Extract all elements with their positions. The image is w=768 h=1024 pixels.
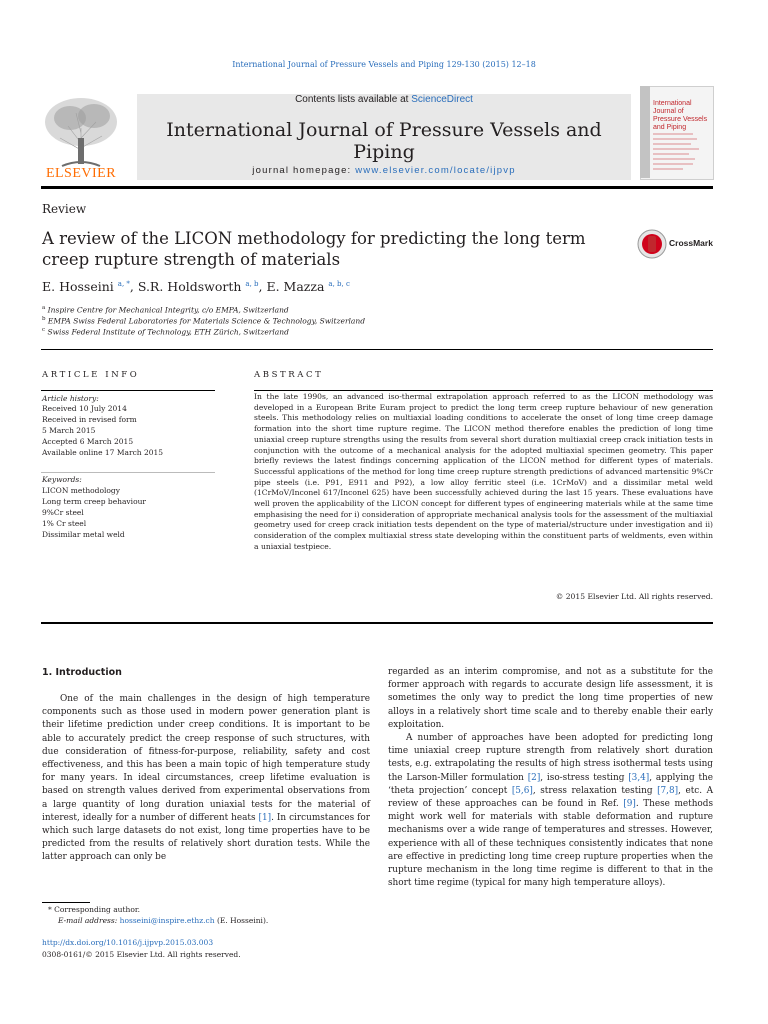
email-label: E-mail address: [58,916,120,925]
cover-spine [640,86,650,178]
elsevier-wordmark: ELSEVIER [45,166,117,181]
email-suffix: (E. Hosseini). [214,916,269,925]
author-affiliation-marks[interactable]: a, b [245,279,259,288]
keyword: LICON methodology [42,486,120,495]
author-name: E. Mazza [266,279,325,294]
history-label: Article history: [42,394,99,403]
paragraph-text: , etc. A review of these approaches can be found in Ref. [388,785,713,810]
title-rule [41,349,713,350]
affiliation-mark: b [42,316,46,322]
contents-available-line [137,94,631,105]
abstract-rule [254,390,713,391]
body-rule [41,622,713,624]
history-item: 5 March 2015 [42,426,96,435]
issn-copyright: 0308-0161/© 2015 Elsevier Ltd. All rights reserved. [42,950,241,959]
paragraph: regarded as an interim compromise, and not as a substitute for the former approach with regards to accurate design life assessment, it is sometimes the only way to predict the long time properties of new alloys in a relatively short time scale and to thereby enable their early exploitation. [388,667,713,730]
affiliation [42,327,289,337]
author-affiliation-marks[interactable]: a, * [117,279,130,288]
crossmark-icon [636,228,668,260]
affiliation [42,316,365,326]
paragraph-text: . In circumstances for which such large datasets do not exist, long time properties have to be predicted from the results of relatively short duration tests. While the latter approach can only be [42,812,371,863]
footnote-rule [42,902,90,903]
reference-link[interactable]: [2] [527,772,541,783]
reference-link[interactable]: [3,4] [628,772,650,783]
header-rule [41,186,713,189]
keyword: 1% Cr steel [42,519,87,528]
paragraph-text: , applying the ‘theta projection’ concept [388,772,713,796]
article-title: A review of the LICON methodology for predicting the long term creep rupture strength of materials [42,229,586,269]
paragraph-text: , stress relaxation testing [532,785,658,796]
abstract-heading: ABSTRACT [254,370,324,380]
author-affiliation-marks[interactable]: a, b, c [328,279,350,288]
reference-link[interactable]: [5,6] [511,785,533,796]
keyword: 9%Cr steel [42,508,84,517]
reference-link[interactable]: [9] [623,799,636,810]
keyword: Long term creep behaviour [42,497,147,506]
abstract-body: In the late 1990s, an advanced iso-thermal extrapolation approach referred to as the LICON methodology was developed in a European Brite Euram project to predict the long term creep rupture behaviour of new generation steels. This methodology relies on multiaxial loading conditions to accelerate the onset of long time creep damage formation into the short time rupture regime. The LICON method therefore enables the prediction of long time uniaxial creep rupture strengths using the results from several short duration multiaxial creep crack initiation tests in conjunction with the outcome of a mechanical analysis for the adopted multiaxial specimen geometry. This paper briefly reviews the latest findings concerning application of the LICON method for different types of materials. Successful applications of the method for long time creep rupture strength predictions of advanced martensitic 9%Cr pipe steels (i.e. P91, E911 and P92), a low alloy ferritic steel (i.e. 1CrMoV) and a dissimilar metal weld (1CrMoV/Inconel 617/Inconel 625) have been successfully achieved during the last 15 years. These evaluations have well proven the applicability of the LICON concept for different types of engineering materials while at the same time emphasising the need for i) consideration of appropriate mechanical analysis tools for the assessment of the multiaxial geometry used for creep crack initiation tests dependent on the type of material/structure under investigation and ii) consideration of the complex multiaxial stress state developing within the constituent parts of weldments, even within a uniaxial testpiece. [254,392,713,551]
keyword: Dissimilar metal weld [42,530,125,539]
author-name: S.R. Holdsworth [137,279,242,294]
crossmark-label: CrossMark [669,238,713,248]
doi-link[interactable]: http://dx.doi.org/10.1016/j.ijpvp.2015.03.003 [42,938,214,947]
homepage-link[interactable]: www.elsevier.com/locate/ijpvp [355,165,516,176]
paragraph-text: , iso-stress testing [540,772,629,783]
contents-prefix: Contents lists available at [295,94,412,105]
journal-citation-link[interactable]: International Journal of Pressure Vessels and Piping 129-130 (2015) 12–18 [232,60,536,69]
history-item: Accepted 6 March 2015 [42,437,134,446]
paragraph-text: . These methods might work well for materials with stable deformation and rupture mechanisms over a wide range of temperatures and stresses. However, experience with all of these techniques consistently indicates that none are effective in predicting long time creep rupture properties when the rupture mechanism in the long time regime is different to that in the short time regime (typical for many high temperature alloys). [388,799,713,889]
paragraph [388,732,713,890]
reference-link[interactable]: [7,8] [657,785,679,796]
corresponding-author-footnote [42,904,268,926]
history-item: Received in revised form [42,415,137,424]
affiliation-mark: c [42,327,46,333]
affiliation [42,305,289,315]
sciencedirect-link[interactable]: ScienceDirect [411,94,473,105]
paragraph-text: One of the main challenges in the design of high temperature components such as those used in modern power generation plant is their lifetime prediction under creep conditions. It is important to be able to accurately predict the creep response of such structures, with due consideration of fitness-for-purpose, reliability, safety and cost effectiveness, and this has been a main topic of high temperature study for many years. In ideal circumstances, creep lifetime evaluation is based on strength values derived from experimental observations from a large quantity of long duration uniaxial tests for the material of interest, ideally for a number of different heats [42,694,370,823]
paragraph-text: A number of approaches have been adopted for predicting long time uniaxial creep rupture strength from relatively short duration tests, e.g. extrapolating the results of high stress isothermal tests using the Larson-Miller formulation [388,733,713,783]
journal-title: International Journal of Pressure Vessels and Piping [166,119,602,163]
article-info-rule [41,390,215,391]
affiliation-text: Swiss Federal Institute of Technology, ETH Zürich, Switzerland [47,327,289,337]
history-item: Received 10 July 2014 [42,404,127,413]
homepage-prefix: journal homepage: [252,165,356,176]
paragraph [42,693,370,865]
article-type: Review [42,202,87,216]
author-list: E. Hosseini $^{a, *}$, S.R. Holdsworth $^{a, b}$, E. Mazza $^{a, b, c}$ [42,279,350,294]
article-info-heading: ARTICLE INFO [42,370,140,380]
section-heading-introduction: 1. Introduction [42,667,122,678]
author-name: E. Hosseini [42,279,114,294]
body-column-right [388,666,713,890]
reference-link[interactable]: [1] [258,812,272,823]
abstract-copyright: © 2015 Elsevier Ltd. All rights reserved. [555,592,713,601]
crossmark-badge[interactable] [636,228,716,260]
history-item: Available online 17 March 2015 [42,448,164,457]
email-link[interactable]: hosseini@inspire.ethz.ch [119,916,215,925]
cover-lines [653,132,709,172]
footnote-mark: * Corresponding author. [48,905,141,914]
journal-homepage-line [137,165,631,176]
affiliation-text: Inspire Centre for Mechanical Integrity, c/o EMPA, Switzerland [47,305,289,315]
affiliation-mark: a [42,305,46,311]
keywords-rule [41,472,215,473]
cover-title: International Journal of Pressure Vessels and Piping [653,100,708,131]
affiliation-text: EMPA Swiss Federal Laboratories for Materials Science & Technology, Switzerland [47,316,366,326]
body-column-left [42,693,370,865]
keywords-label: Keywords: [42,475,82,484]
